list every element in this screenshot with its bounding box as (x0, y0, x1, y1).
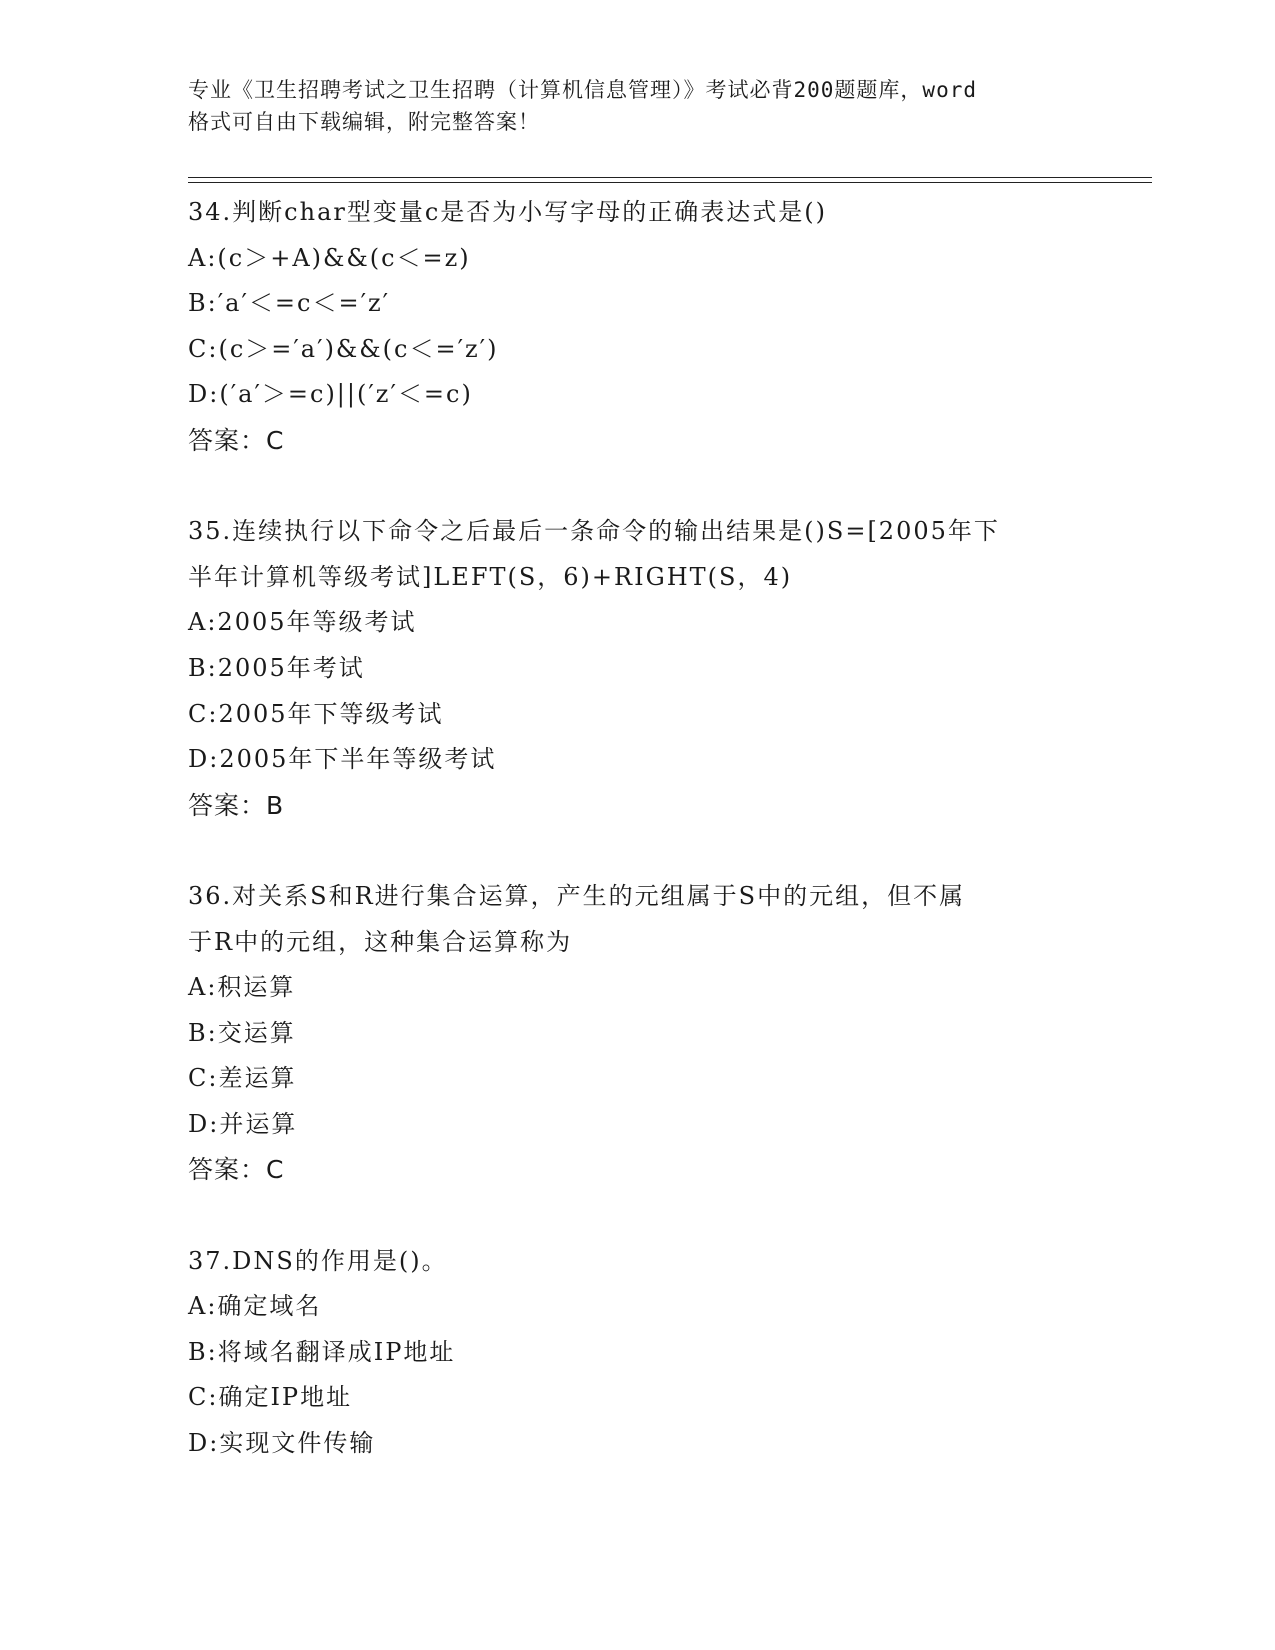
option-c: C:2005年下等级考试 (188, 699, 444, 728)
header-title-line-2: 格式可自由下载编辑，附完整答案！ (188, 110, 540, 134)
question-35 (188, 509, 1088, 828)
question-36 (188, 874, 1088, 1193)
option-d: D:实现文件传输 (188, 1429, 376, 1458)
option-b: B:交运算 (188, 1018, 296, 1047)
answer-label: 答案：C (188, 425, 285, 455)
option-b: B:′a′＜=c＜=′z′ (188, 289, 391, 318)
option-c: C:确定IP地址 (188, 1383, 353, 1412)
question-stem-continued: 于R中的元组，这种集合运算称为 (188, 927, 573, 956)
option-d: D:2005年下半年等级考试 (188, 745, 497, 774)
question-spacer (188, 1193, 1088, 1239)
option-a: A:确定域名 (188, 1292, 322, 1321)
question-stem-continued: 半年计算机等级考试]LEFT(S，6)+RIGHT(S，4) (188, 562, 793, 591)
header-divider-top (188, 177, 1152, 178)
option-c: C:(c＞=′a′)&&(c＜=′z′) (188, 334, 499, 363)
answer-label: 答案：C (188, 1155, 285, 1185)
question-stem: 37.DNS的作用是()。 (188, 1246, 448, 1275)
option-a: A:(c＞+A)&&(c＜=z) (188, 243, 471, 272)
question-list (188, 190, 1088, 1467)
question-stem: 36.对关系S和R进行集合运算，产生的元组属于S中的元组，但不属 (188, 881, 966, 910)
question-stem: 34.判断char型变量c是否为小写字母的正确表达式是() (188, 198, 828, 226)
question-34 (188, 190, 1088, 464)
document-header (188, 74, 1088, 138)
option-a: A:2005年等级考试 (188, 608, 417, 637)
question-37 (188, 1239, 1088, 1467)
question-spacer (188, 464, 1088, 510)
option-d: D:并运算 (188, 1109, 298, 1138)
option-c: C:差运算 (188, 1064, 297, 1093)
header-divider-bottom (188, 182, 1152, 183)
answer-label: 答案：B (188, 790, 285, 820)
question-stem: 35.连续执行以下命令之后最后一条命令的输出结果是()S=[2005年下 (188, 517, 1000, 546)
option-b: B:将域名翻译成IP地址 (188, 1337, 456, 1366)
option-b: B:2005年考试 (188, 653, 365, 682)
header-title-line-1: 专业《卫生招聘考试之卫生招聘（计算机信息管理）》考试必背200题题库，word (188, 78, 977, 102)
option-d: D:(′a′＞=c)||(′z′＜=c) (188, 380, 473, 409)
option-a: A:积运算 (188, 973, 296, 1002)
question-spacer (188, 828, 1088, 874)
